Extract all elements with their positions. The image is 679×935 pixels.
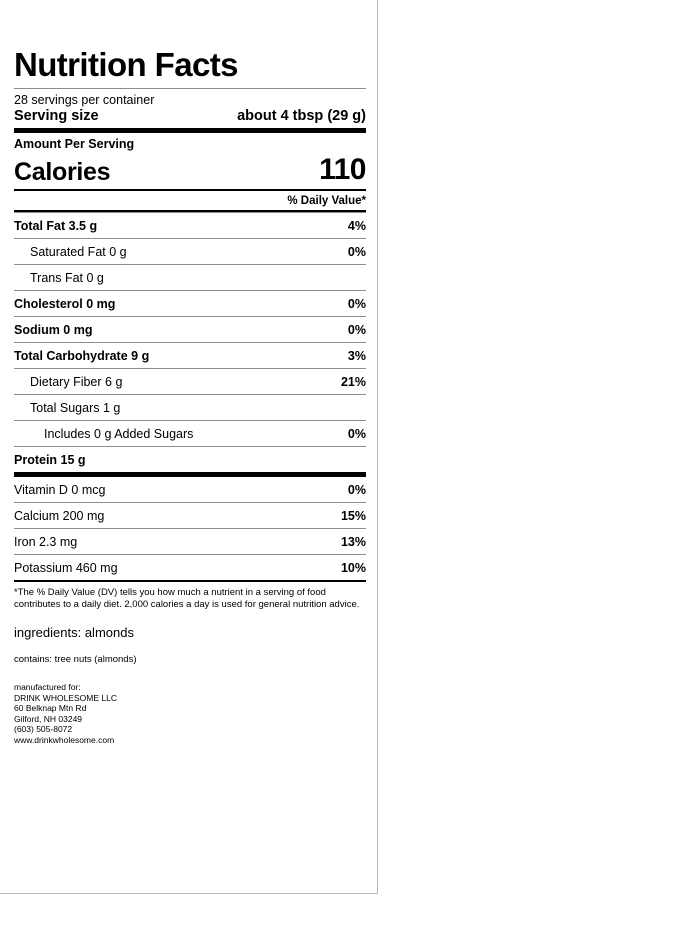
- nutrient-name: Vitamin D 0 mcg: [14, 483, 106, 497]
- table-row: [14, 212, 366, 238]
- ingredients-text: ingredients: almonds: [14, 625, 134, 640]
- nutrient-pct: 21%: [340, 375, 366, 389]
- allergen-contains-text: contains: tree nuts (almonds): [14, 654, 137, 665]
- nutrient-name: Cholesterol 0 mg: [14, 297, 116, 311]
- daily-value-footnote: *The % Daily Value (DV) tells you how much a nutrient in a serving of food contributes to a daily diet. 2,000 calories a day is used for general nutrition advice.: [14, 587, 360, 610]
- page-title: Nutrition Facts: [14, 46, 238, 83]
- manufacturer-website: www.drinkwholesome.com: [14, 734, 115, 745]
- table-row: [14, 394, 366, 420]
- table-row: [14, 420, 366, 446]
- nutrient-name: Iron 2.3 mg: [14, 535, 78, 549]
- nutrient-name: Calcium 200 mg: [14, 509, 105, 523]
- nutrient-pct: 0%: [347, 245, 366, 259]
- nutrient-pct: 0%: [347, 427, 366, 441]
- nutrient-name: Sodium 0 mg: [14, 323, 93, 337]
- manufacturer-line-2: DRINK WHOLESOME LLC: [14, 692, 117, 703]
- nutrient-pct: 0%: [347, 297, 366, 311]
- nutrient-name: Total Fat 3.5 g: [14, 219, 98, 233]
- manufacturer-line-1: manufactured for:: [14, 682, 81, 692]
- nutrient-pct: 0%: [347, 483, 366, 497]
- calories-row: [14, 153, 366, 189]
- table-row: [14, 290, 366, 316]
- amount-per-serving: Amount Per Serving: [14, 137, 135, 151]
- nutrition-facts-label: [14, 46, 366, 745]
- table-row: [14, 554, 366, 580]
- nutrient-name: Includes 0 g Added Sugars: [44, 427, 194, 441]
- nutrient-name: Potassium 460 mg: [14, 561, 118, 575]
- nutrient-name: Dietary Fiber 6 g: [30, 375, 123, 389]
- serving-size-label: Serving size: [14, 108, 99, 124]
- table-row: [14, 477, 366, 502]
- nutrient-name: Total Carbohydrate 9 g: [14, 349, 150, 363]
- calories-value: 110: [319, 153, 366, 186]
- table-row: [14, 316, 366, 342]
- serving-size-row: [14, 108, 366, 128]
- nutrient-pct: 0%: [347, 323, 366, 337]
- nutrient-name: Protein 15 g: [14, 453, 86, 467]
- table-row: [14, 264, 366, 290]
- nutrient-pct: 4%: [347, 219, 366, 233]
- nutrient-name: Total Sugars 1 g: [30, 401, 121, 415]
- table-row: [14, 368, 366, 394]
- table-row: [14, 528, 366, 554]
- nutrient-pct: 15%: [340, 509, 366, 523]
- manufacturer-line-5: (603) 505-8072: [14, 724, 73, 734]
- calories-label: Calories: [14, 158, 111, 186]
- serving-size-value: about 4 tbsp (29 g): [237, 108, 366, 124]
- servings-per-container: 28 servings per container: [14, 93, 155, 107]
- daily-value-header: % Daily Value*: [287, 195, 366, 207]
- nutrient-name: Trans Fat 0 g: [30, 271, 104, 285]
- nutrient-pct: 3%: [347, 349, 366, 363]
- nutrient-pct: 13%: [340, 535, 366, 549]
- table-row: [14, 238, 366, 264]
- nutrient-name: Saturated Fat 0 g: [30, 245, 127, 259]
- manufacturer-line-4: Gilford, NH 03249: [14, 713, 83, 724]
- manufacturer-line-3: 60 Belknap Mtn Rd: [14, 703, 87, 713]
- table-row: [14, 502, 366, 528]
- table-row: [14, 446, 366, 472]
- table-row: [14, 342, 366, 368]
- nutrient-pct: 10%: [340, 561, 366, 575]
- manufacturer-block: [14, 666, 366, 745]
